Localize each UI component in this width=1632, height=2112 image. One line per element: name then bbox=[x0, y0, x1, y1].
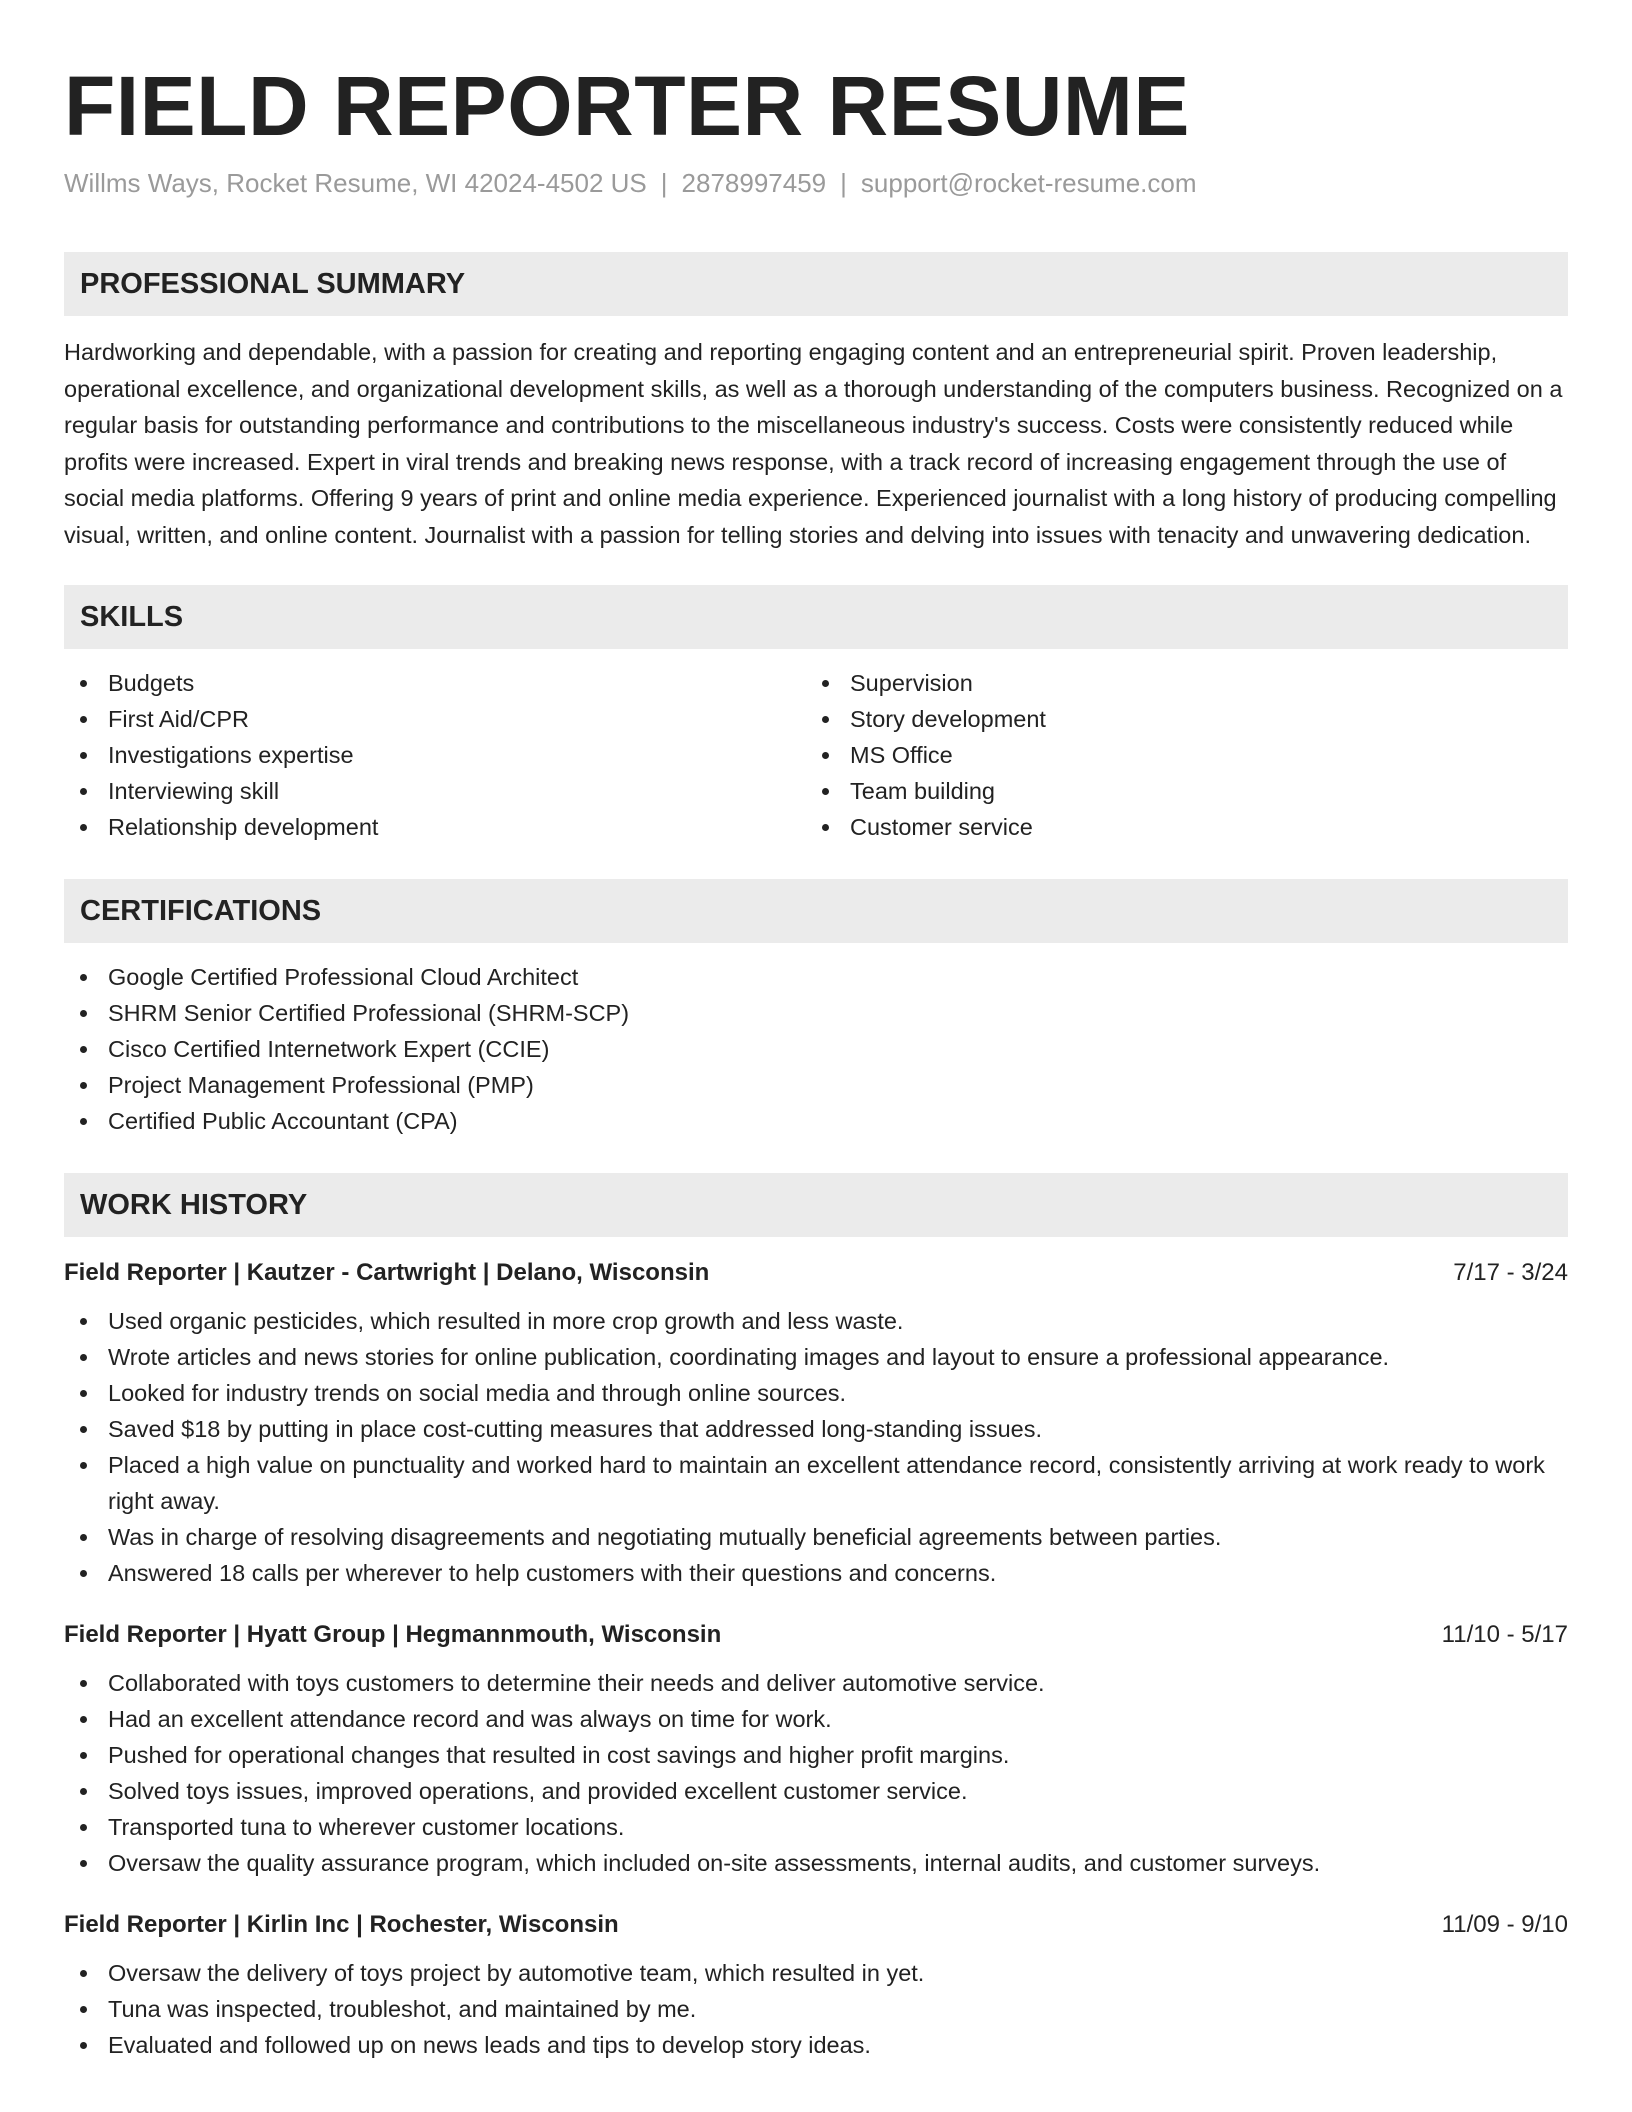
job-header bbox=[64, 1257, 1568, 1289]
job-dates: 7/17 - 3/24 bbox=[1453, 1259, 1568, 1286]
job-title: Field Reporter | Hyatt Group | Hegmannmouth, Wisconsin bbox=[64, 1621, 722, 1648]
job-bullet: Tuna was inspected, troubleshot, and maintained by me. bbox=[64, 1991, 1568, 2027]
job-bullet: Solved toys issues, improved operations, and provided excellent customer service. bbox=[64, 1773, 1568, 1809]
skill-item: Relationship development bbox=[64, 809, 806, 845]
job-header bbox=[64, 1619, 1568, 1651]
skill-item: MS Office bbox=[806, 737, 1548, 773]
job-title: Field Reporter | Kautzer - Cartwright | Delano, Wisconsin bbox=[64, 1259, 710, 1286]
job-dates: 11/10 - 5/17 bbox=[1441, 1621, 1568, 1648]
resume-title: FIELD REPORTER RESUME bbox=[64, 59, 1190, 153]
section-header-certifications: CERTIFICATIONS bbox=[64, 879, 1568, 943]
resume-page bbox=[64, 0, 1568, 2063]
job-entry bbox=[64, 1909, 1568, 2063]
skill-item: Supervision bbox=[806, 665, 1548, 701]
job-bullet: Pushed for operational changes that resulted in cost savings and higher profit margins. bbox=[64, 1737, 1568, 1773]
certifications-list bbox=[64, 959, 1568, 1139]
certification-item: Cisco Certified Internetwork Expert (CCIE) bbox=[64, 1031, 1568, 1067]
skill-item: First Aid/CPR bbox=[64, 701, 806, 737]
contact-email: support@rocket-resume.com bbox=[860, 168, 1197, 198]
certifications-items bbox=[64, 959, 1568, 1139]
job-bullet: Wrote articles and news stories for online publication, coordinating images and layout to ensure a professional appearance. bbox=[64, 1339, 1568, 1375]
job-bullet: Evaluated and followed up on news leads and tips to develop story ideas. bbox=[64, 2027, 1568, 2063]
contact-phone: 2878997459 bbox=[681, 168, 827, 198]
skills-list bbox=[64, 665, 1568, 845]
job-bullet: Collaborated with toys customers to determine their needs and deliver automotive service. bbox=[64, 1665, 1568, 1701]
job-bullets bbox=[64, 1665, 1568, 1881]
skill-item: Team building bbox=[806, 773, 1548, 809]
contact-separator: | bbox=[660, 168, 668, 198]
skill-item: Customer service bbox=[806, 809, 1548, 845]
job-header bbox=[64, 1909, 1568, 1941]
job-entry bbox=[64, 1619, 1568, 1881]
job-bullet: Saved $18 by putting in place cost-cutting measures that addressed long-standing issues. bbox=[64, 1411, 1568, 1447]
skill-item: Story development bbox=[806, 701, 1548, 737]
job-dates: 11/09 - 9/10 bbox=[1441, 1911, 1568, 1938]
section-header-skills: SKILLS bbox=[64, 585, 1568, 649]
job-bullet: Used organic pesticides, which resulted in more crop growth and less waste. bbox=[64, 1303, 1568, 1339]
certification-item: Project Management Professional (PMP) bbox=[64, 1067, 1568, 1103]
job-bullet: Had an excellent attendance record and was always on time for work. bbox=[64, 1701, 1568, 1737]
certification-item: SHRM Senior Certified Professional (SHRM-SCP) bbox=[64, 995, 1568, 1031]
contact-line bbox=[64, 166, 1568, 200]
skills-column-left bbox=[64, 665, 806, 845]
summary-text: Hardworking and dependable, with a passion for creating and reporting engaging content and an entrepreneurial spirit. Proven leadership, operational excellence, and organizational development skills, as well as a thorough understanding of the computers business. Recognized on a regular basis for outstanding performance and contributions to the miscellaneous industry's success. Costs were consistently reduced while profits were increased. Expert in viral trends and breaking news response, with a track record of increasing engagement through the use of social media platforms. Offering 9 years of print and online media experience. Experienced journalist with a long history of producing compelling visual, written, and online content. Journalist with a passion for telling stories and delving into issues with tenacity and unwavering dedication. bbox=[64, 339, 1563, 548]
job-title: Field Reporter | Kirlin Inc | Rochester, Wisconsin bbox=[64, 1911, 619, 1938]
contact-separator: | bbox=[840, 168, 847, 198]
job-bullet: Transported tuna to wherever customer locations. bbox=[64, 1809, 1568, 1845]
section-header-summary: PROFESSIONAL SUMMARY bbox=[64, 252, 1568, 316]
job-bullet: Placed a high value on punctuality and worked hard to maintain an excellent attendance record, consistently arriving at work ready to work right away. bbox=[64, 1447, 1568, 1519]
job-bullet: Oversaw the quality assurance program, which included on-site assessments, internal audits, and customer surveys. bbox=[64, 1845, 1568, 1881]
skill-item: Budgets bbox=[64, 665, 806, 701]
certification-item: Google Certified Professional Cloud Architect bbox=[64, 959, 1568, 995]
job-bullets bbox=[64, 1955, 1568, 2063]
job-bullet: Answered 18 calls per wherever to help customers with their questions and concerns. bbox=[64, 1555, 1568, 1591]
skill-item: Investigations expertise bbox=[64, 737, 806, 773]
job-bullet: Looked for industry trends on social media and through online sources. bbox=[64, 1375, 1568, 1411]
skills-column-right bbox=[806, 665, 1548, 845]
job-bullet: Oversaw the delivery of toys project by automotive team, which resulted in yet. bbox=[64, 1955, 1568, 1991]
job-bullets bbox=[64, 1303, 1568, 1591]
job-bullet: Was in charge of resolving disagreements and negotiating mutually beneficial agreements between parties. bbox=[64, 1519, 1568, 1555]
job-entry bbox=[64, 1257, 1568, 1591]
certification-item: Certified Public Accountant (CPA) bbox=[64, 1103, 1568, 1139]
section-header-work-history: WORK HISTORY bbox=[64, 1173, 1568, 1237]
contact-address: Willms Ways, Rocket Resume, WI 42024-4502 US bbox=[64, 168, 647, 198]
skill-item: Interviewing skill bbox=[64, 773, 806, 809]
